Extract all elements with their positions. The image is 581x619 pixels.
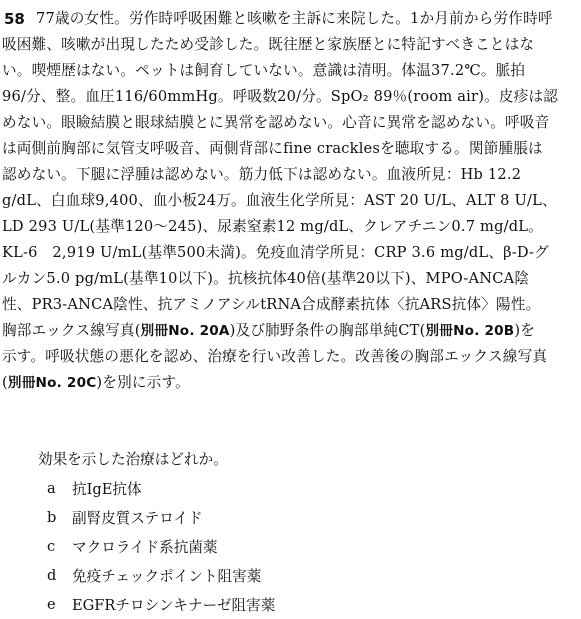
stem-line: 吸困難、咳嗽が出現したため受診した。既往歴と家族歴とに特記すべきことはな bbox=[2, 36, 535, 53]
choice-text: 副腎皮質ステロイド bbox=[72, 510, 203, 527]
figure-ref-20b: 別冊No. 20B bbox=[425, 323, 515, 339]
choice-d[interactable] bbox=[47, 561, 275, 590]
question-number: 58 bbox=[4, 10, 25, 28]
choice-a[interactable] bbox=[47, 474, 275, 503]
choice-c[interactable] bbox=[47, 532, 275, 561]
stem-line: ルカン5.0 pg/mL(基準10以下)。抗核抗体40倍(基準20以下)、MPO-ANCA陰 bbox=[2, 270, 530, 287]
choice-text: マクロライド系抗菌薬 bbox=[72, 539, 218, 556]
stem-line: 96/分、整。血圧116/60mmHg。呼吸数20/分。SpO₂ 89％(room air)。皮疹は認 bbox=[2, 88, 559, 105]
choice-letter: b bbox=[47, 509, 57, 526]
stem-line: 認めない。下腿に浮腫は認めない。筋力低下は認めない。血液所見：Hb 12.2 bbox=[2, 166, 522, 183]
choice-letter: d bbox=[47, 567, 57, 584]
stem-line: 性、PR3-ANCA陰性、抗アミノアシルtRNA合成酵素抗体〈抗ARS抗体〉陽性。 bbox=[2, 296, 541, 313]
stem-line: い。喫煙歴はない。ペットは飼育していない。意識は清明。体温37.2℃。脈拍 bbox=[2, 62, 526, 79]
stem-line: LD 293 U/L(基準120〜245)、尿素窒素12 mg/dL、クレアチニン0.7 mg/dL。 bbox=[2, 218, 543, 235]
choice-e[interactable] bbox=[47, 590, 275, 619]
stem-line: KL-6 2,919 U/mL(基準500未満)。免疫血清学所見：CRP 3.6 mg/dL、β-D-グ bbox=[2, 244, 549, 261]
choice-text: 免疫チェックポイント阻害薬 bbox=[72, 568, 262, 585]
choice-letter: a bbox=[47, 480, 56, 497]
choice-letter: e bbox=[47, 596, 56, 613]
figure-reference-line: (別冊No. 20C)を別に示す。 bbox=[2, 374, 190, 391]
answer-choices bbox=[47, 474, 275, 619]
figure-ref-20c: 別冊No. 20C bbox=[7, 375, 97, 391]
stem-line: めない。眼瞼結膜と眼球結膜とに異常を認めない。心音に異常を認めない。呼吸音 bbox=[2, 114, 550, 131]
choice-text: EGFRチロシンキナーゼ阻害薬 bbox=[72, 597, 276, 614]
question-prompt: 効果を示した治療はどれか。 bbox=[38, 451, 228, 468]
stem-line: g/dL、白血球9,400、血小板24万。血液生化学所見：AST 20 U/L、ALT 8 U/L、 bbox=[2, 192, 557, 209]
figure-ref-20a: 別冊No. 20A bbox=[140, 323, 230, 339]
stem-line: は両側前胸部に気管支呼吸音、両側背部にfine cracklesを聴取する。関節腫脹は bbox=[2, 140, 543, 157]
stem-line: 示す。呼吸状態の悪化を認め、治療を行い改善した。改善後の胸部エックス線写真 bbox=[2, 348, 548, 365]
choice-text: 抗IgE抗体 bbox=[72, 481, 142, 498]
stem-line: 77歳の女性。労作時呼吸困難と咳嗽を主訴に来院した。1か月前から労作時呼 bbox=[36, 10, 553, 27]
choice-letter: c bbox=[47, 538, 56, 555]
choice-b[interactable] bbox=[47, 503, 275, 532]
figure-reference-line: 胸部エックス線写真(別冊No. 20A)及び肺野条件の胸部単純CT(別冊No. 20B)を bbox=[2, 322, 536, 339]
